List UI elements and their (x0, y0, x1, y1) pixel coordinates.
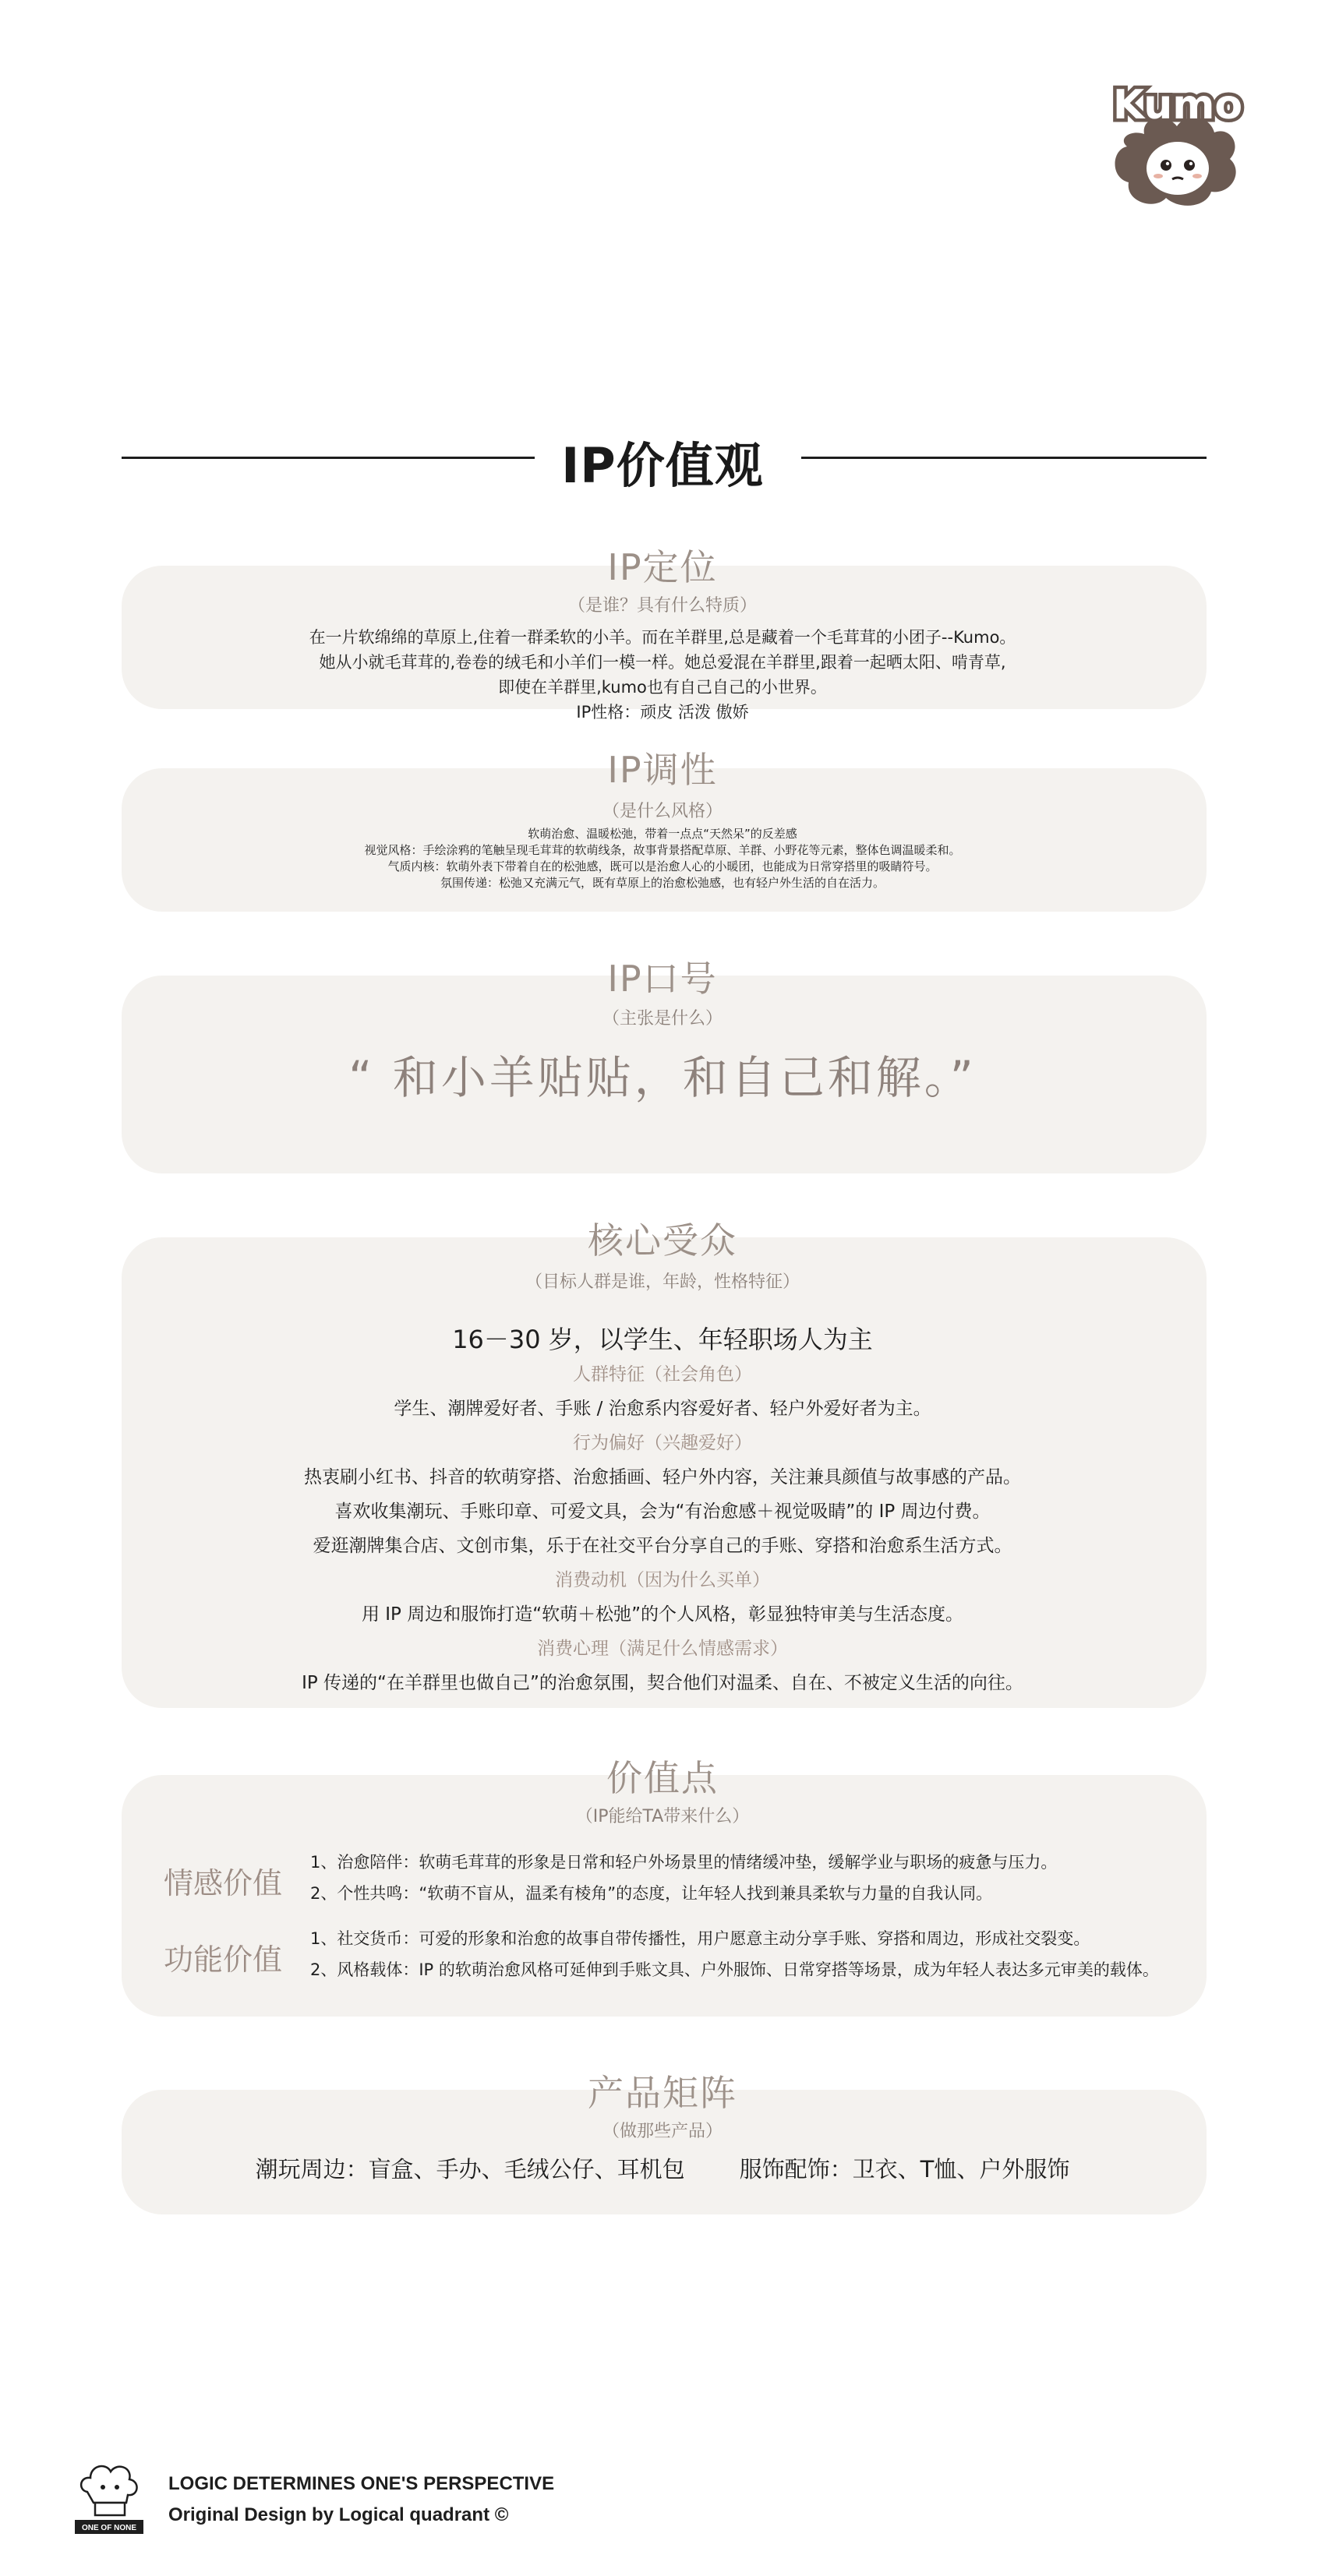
value-item: 1、社交货币：可爱的形象和治愈的故事自带传播性，用户愿意主动分享手账、穿搭和周边，形成社交裂变。 (310, 1929, 1090, 1948)
audience-group-label: 人群特征（社会角色） (573, 1364, 752, 1385)
value-subtitle: （IP能给TA带来什么） (575, 1807, 750, 1826)
positioning-subtitle: （是谁？具有什么特质） (567, 596, 757, 616)
audience-line: IP 传递的“在羊群里也做自己”的治愈氛围，契合他们对温柔、自在、不被定义生活的向往。 (302, 1673, 1023, 1693)
footer-logo (72, 2454, 147, 2540)
slogan-heading: IP口号 (607, 958, 718, 1000)
emotional-value-items (310, 1847, 1057, 1909)
slogan-text: “ 和小羊贴贴，和自己和解。” (348, 1051, 977, 1104)
positioning-line: 她从小就毛茸茸的,卷卷的绒毛和小羊们一模一样。她总爱混在羊群里,跟着一起晒太阳、啃青草, (319, 653, 1006, 672)
tone-line: 视觉风格：手绘涂鸦的笔触呈现毛茸茸的软萌线条，故事背景搭配草原、羊群、小野花等元素，整体色调温暖柔和。 (364, 843, 961, 857)
tone-line: 气质内核：软萌外表下带着自在的松弛感，既可以是治愈人心的小暖团，也能成为日常穿搭里的吸睛符号。 (387, 859, 938, 873)
audience-line: 用 IP 周边和服饰打造“软萌＋松弛”的个人风格，彰显独特审美与生活态度。 (361, 1604, 964, 1625)
audience-line: 热衷刷小红书、抖音的软萌穿搭、治愈插画、轻户外内容，关注兼具颜值与故事感的产品。 (304, 1467, 1021, 1487)
tone-subtitle: （是什么风格） (602, 802, 723, 821)
positioning-personality: IP性格：顽皮 活泼 傲娇 (576, 703, 749, 722)
audience-group-label: 行为偏好（兴趣爱好） (573, 1433, 752, 1453)
slogan-subtitle: （主张是什么） (602, 1009, 723, 1029)
product-toys: 潮玩周边：盲盒、手办、毛绒公仔、耳机包 (255, 2156, 685, 2183)
audience-headline: 16－30 岁，以学生、年轻职场人为主 (452, 1325, 873, 1354)
value-item: 1、治愈陪伴：软萌毛茸茸的形象是日常和轻户外场景里的情绪缓冲垫，缓解学业与职场的疲惫与压力。 (310, 1853, 1058, 1872)
logo-wordmark: Kumo (1112, 82, 1243, 129)
footer-credit: Original Design by Logical quadrant © (168, 2504, 509, 2525)
value-item: 2、个性共鸣：“软萌不盲从，温柔有棱角”的态度，让年轻人找到兼具柔软与力量的自我认同。 (310, 1884, 993, 1903)
audience-subtitle: （目标人群是谁，年龄，性格特征） (525, 1272, 800, 1292)
products-list (0, 2152, 1325, 2184)
tone-heading: IP调性 (607, 749, 718, 791)
positioning-line: 即使在羊群里,kumo也有自己自己的小世界。 (498, 678, 827, 697)
positioning-text (0, 625, 1325, 725)
audience-group-label: 消费动机（因为什么买单） (555, 1570, 770, 1590)
positioning-heading: IP定位 (607, 546, 718, 588)
kumo-logo (1105, 78, 1250, 210)
audience-line: 喜欢收集潮玩、手账印章、可爱文具，会为“有治愈感＋视觉吸睛”的 IP 周边付费。 (334, 1501, 991, 1522)
emotional-value-label: 情感价值 (164, 1866, 283, 1900)
audience-line: 学生、潮牌爱好者、手账 / 治愈系内容爱好者、轻户外爱好者为主。 (394, 1399, 931, 1419)
products-heading: 产品矩阵 (588, 2072, 737, 2114)
products-subtitle: （做那些产品） (602, 2122, 723, 2141)
footer-badge: ONE OF NONE (81, 2524, 137, 2532)
value-heading: 价值点 (606, 1757, 719, 1799)
tone-line: 氛围传递：松弛又充满元气，既有草原上的治愈松弛感，也有轻户外生活的自在活力。 (440, 876, 885, 890)
value-item: 2、风格载体：IP 的软萌治愈风格可延伸到手账文具、户外服饰、日常穿搭等场景，成为年轻人表达多元审美的载体。 (310, 1960, 1159, 1979)
audience-heading: 核心受众 (588, 1219, 737, 1262)
page-title: IP价值观 (561, 437, 764, 494)
product-apparel: 服饰配饰：卫衣、T恤、户外服饰 (739, 2156, 1070, 2183)
audience-group-label: 消费心理（满足什么情感需求） (537, 1639, 788, 1659)
positioning-line: 在一片软绵绵的草原上,住着一群柔软的小羊。而在羊群里,总是藏着一个毛茸茸的小团子--Kumo。 (309, 628, 1016, 647)
tone-line: 软萌治愈、温暖松弛，带着一点点“天然呆”的反差感 (528, 827, 797, 841)
audience-line: 爱逛潮牌集合店、文创市集，乐于在社交平台分享自己的手账、穿搭和治愈系生活方式。 (313, 1536, 1012, 1556)
audience-details (0, 1357, 1325, 1700)
functional-value-label: 功能价值 (164, 1943, 283, 1977)
tone-text (0, 826, 1325, 891)
functional-value-items (310, 1923, 1159, 1985)
footer-tagline: LOGIC DETERMINES ONE'S PERSPECTIVE (168, 2473, 555, 2494)
